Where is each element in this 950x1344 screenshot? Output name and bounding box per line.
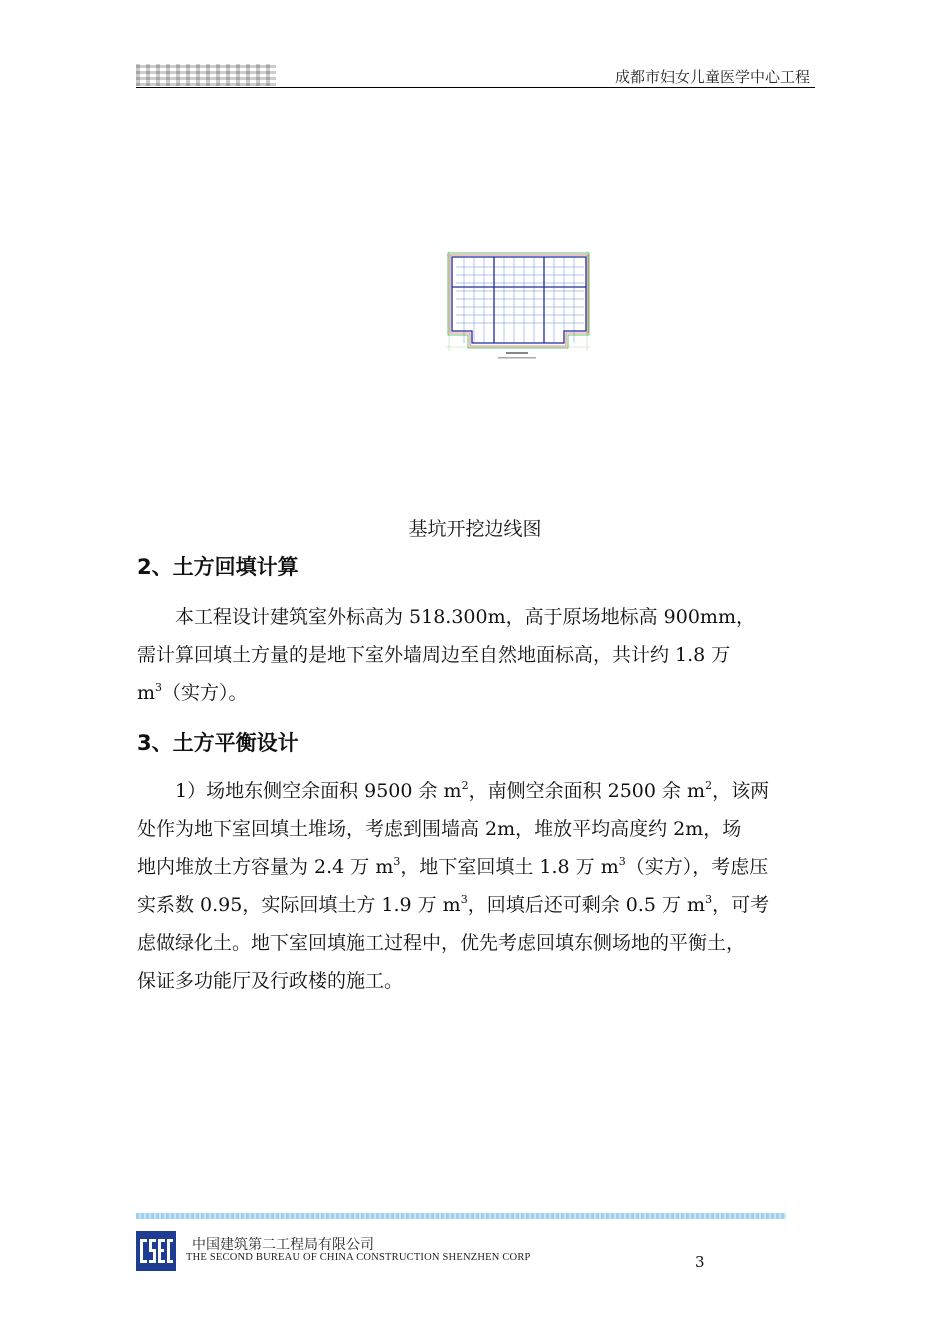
header-project-title: 成都市妇女儿童医学中心工程 — [614, 68, 810, 86]
paragraph-line: 需计算回填土方量的是地下室外墙周边至自然地面标高，共计约 1.8 万 — [137, 644, 731, 666]
header-decorative-pattern — [136, 64, 276, 86]
header-divider — [136, 87, 815, 88]
section-heading-backfill: 2、土方回填计算 — [137, 555, 299, 579]
paragraph-line: 本工程设计建筑室外标高为 518.300m，高于原场地标高 900mm， — [175, 606, 755, 628]
excavation-plan-drawing-icon — [446, 251, 590, 363]
paragraph-line: 保证多功能厅及行政楼的施工。 — [137, 970, 404, 992]
footer-company-name-cn: 中国建筑第二工程局有限公司 — [192, 1237, 374, 1253]
cscec-logo-icon — [136, 1231, 176, 1271]
paragraph-line: 虑做绿化土。地下室回填施工过程中，优先考虑回填东侧场地的平衡土， — [137, 932, 746, 954]
earthwork-balance-paragraph — [137, 772, 817, 1000]
excavation-plan-figure — [446, 251, 590, 363]
backfill-paragraph — [137, 598, 817, 712]
paragraph-line: 处作为地下室回填土堆场，考虑到围墙高 2m，堆放平均高度约 2m，场 — [137, 818, 742, 840]
section-heading-earthwork-balance: 3、土方平衡设计 — [137, 731, 299, 755]
paragraph-line: $m^3$（实方）。 — [137, 681, 248, 704]
figure-caption: 基坑开挖边线图 — [408, 518, 542, 540]
footer-company-name-en: THE SECOND BUREAU OF CHINA CONSTRUCTION SHENZHEN CORP — [186, 1252, 531, 1263]
page-number: 3 — [695, 1253, 705, 1271]
paragraph-line: 实系数 0.95，实际回填土方 1.9 万 $m^3$，回填后还可剩余 0.5 万 $m^3$，可考 — [137, 893, 770, 916]
paragraph-line: 地内堆放土方容量为 2.4 万 $m^3$，地下室回填土 1.8 万 $m^3$（实方），考虑压 — [137, 855, 769, 878]
paragraph-line: 1）场地东侧空余面积 9500 余 $m^2$，南侧空余面积 2500 余 $m^2$，该两 — [175, 779, 770, 802]
footer-divider — [136, 1213, 786, 1219]
